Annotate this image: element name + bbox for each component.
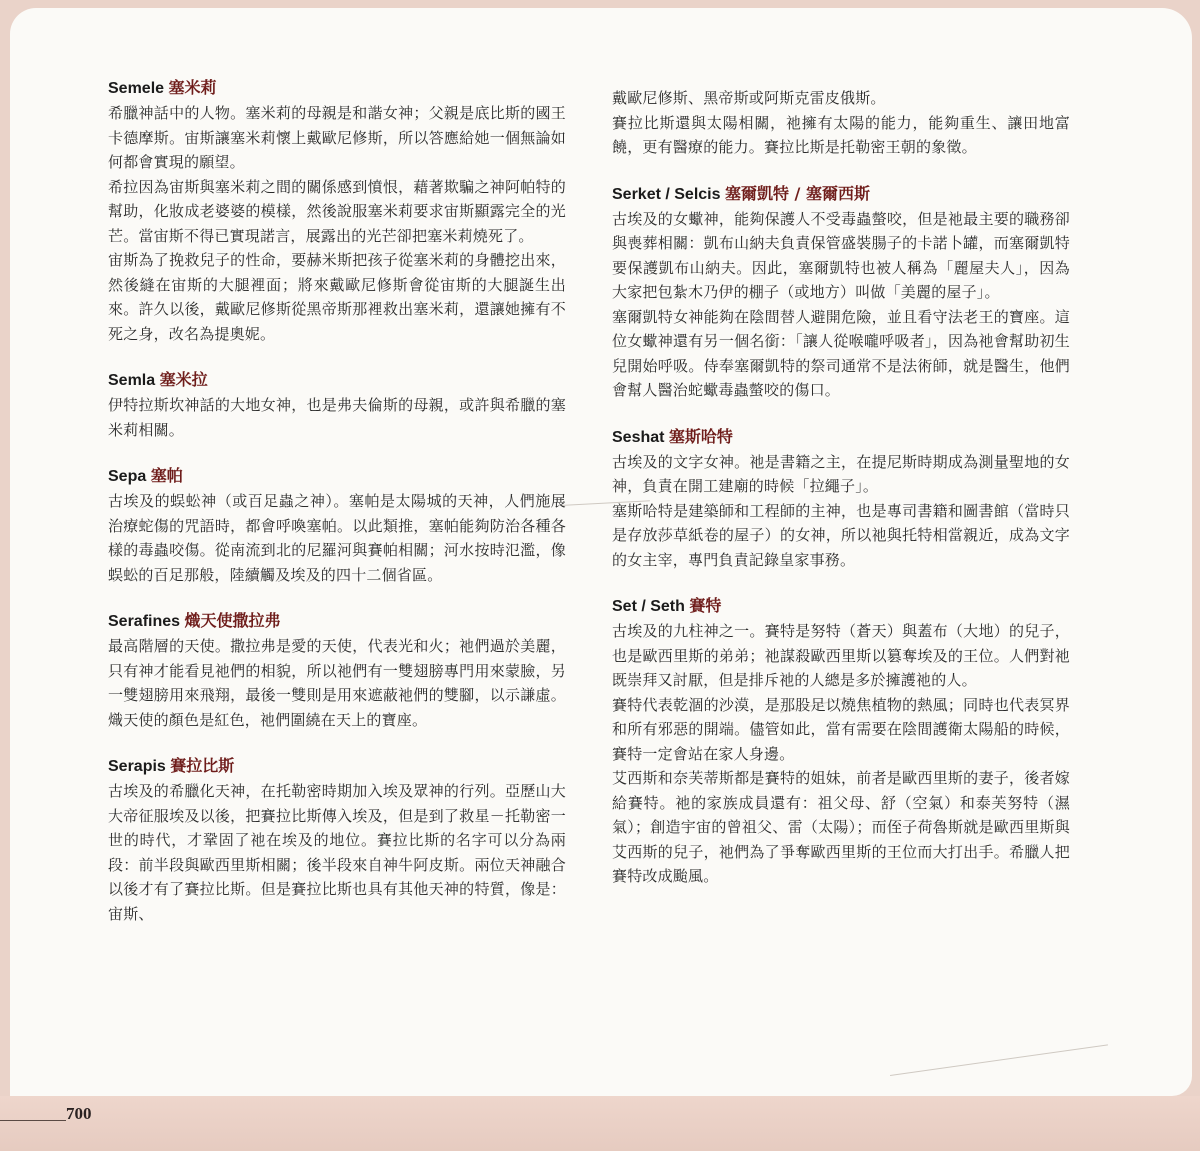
entry-paragraph: 艾西斯和奈芙蒂斯都是賽特的姐妹，前者是歐西里斯的妻子，後者嫁給賽特。祂的家族成員還有：祖父母、舒（空氣）和泰芙努特（濕氣）；創造宇宙的曾祖父、雷（太陽）；而侄子荷魯斯就是歐西里斯與艾西斯的兒子，祂們為了爭奪歐西里斯的王位而大打出手。希臘人把賽特改成颱風。 xyxy=(612,769,1070,885)
page-number-rule xyxy=(0,1120,66,1121)
entry-serapis-continued xyxy=(612,86,1070,160)
page-number: 700 xyxy=(66,1104,92,1123)
entry-title-en: Serket / Selcis xyxy=(612,185,721,203)
entry-title xyxy=(612,427,1070,448)
entry-paragraph: 賽特代表乾涸的沙漠，是那股足以燒焦植物的熱風；同時也代表冥界和所有邪惡的開端。儘管如此，當有需要在陰間護衛太陽船的時候，賽特一定會站在家人身邊。 xyxy=(612,695,1070,763)
entry-paragraph: 戴歐尼修斯、黑帝斯或阿斯克雷皮俄斯。 xyxy=(612,89,886,107)
entry-title-en: Sepa xyxy=(108,468,147,485)
entry-paragraph: 最高階層的天使。撒拉弗是愛的天使，代表光和火；祂們過於美麗，只有神才能看見祂們的相貌，所以祂們有一雙翅膀專門用來蒙臉，另一雙翅膀用來飛翔，最後一雙則是用來遮蔽祂們的雙腳，以示謙虛。熾天使的顏色是紅色，祂們圍繞在天上的寶座。 xyxy=(108,637,566,729)
entry-title-zh: 塞米拉 xyxy=(159,370,208,389)
entry-paragraph: 古埃及的九柱神之一。賽特是努特（蒼天）與蓋布（大地）的兒子，也是歐西里斯的弟弟；祂謀殺歐西里斯以篡奪埃及的王位。人們對祂既崇拜又討厭，但是排斥祂的人總是多於擁護祂的人。 xyxy=(612,622,1070,689)
entry-title-zh: 賽拉比斯 xyxy=(170,756,235,775)
entry-serket xyxy=(612,184,1070,403)
entry-title-zh: 塞斯哈特 xyxy=(668,426,733,446)
left-column xyxy=(108,78,566,926)
entry-paragraph: 希拉因為宙斯與塞米莉之間的關係感到憤恨，藉著欺騙之神阿帕特的幫助，化妝成老婆婆的模樣，然後說服塞米莉要求宙斯顯露完全的光芒。當宙斯不得已實現諾言，展露出的光芒卻把塞米莉燒死了。 xyxy=(108,177,566,245)
entry-title xyxy=(108,370,566,391)
page-edge-band xyxy=(0,1096,1200,1151)
entry-paragraph: 古埃及的女蠍神，能夠保護人不受毒蟲螫咬，但是祂最主要的職務卻與喪葬相關：凱布山納夫負責保管盛裝腸子的卡諾卜罐，而塞爾凱特要保護凱布山納夫。因此，塞爾凱特也被人稱為「麗屋夫人」，因為大家把包紮木乃伊的棚子（或地方）叫做「美麗的屋子」。 xyxy=(612,209,1070,301)
entry-title-zh: 塞帕 xyxy=(150,466,183,485)
entry-title-en: Serafines xyxy=(108,613,181,630)
entry-set xyxy=(612,596,1070,889)
entry-semla xyxy=(108,370,566,442)
entry-paragraph: 塞斯哈特是建築師和工程師的主神，也是專司書籍和圖書館（當時只是存放莎草紙卷的屋子）的女神，所以祂與托特相當親近，成為文字的女主宰，專門負責記錄皇家事務。 xyxy=(612,501,1070,569)
entry-paragraph: 希臘神話中的人物。塞米莉的母親是和諧女神；父親是底比斯的國王卡德摩斯。宙斯讓塞米莉懷上戴歐尼修斯，所以答應給她一個無論如何都會實現的願望。 xyxy=(108,104,566,171)
entry-title xyxy=(108,78,566,99)
entry-title-en: Semele xyxy=(108,80,165,97)
entry-title xyxy=(108,466,566,487)
right-column xyxy=(612,86,1070,889)
entry-paragraph: 古埃及的希臘化天神，在托勒密時期加入埃及眾神的行列。亞歷山大大帝征服埃及以後，把賽拉比斯傳入埃及，但是到了救星－托勒密一世的時代，才鞏固了祂在埃及的地位。賽拉比斯的名字可以分為兩段：前半段與歐西里斯相關；後半段來自神牛阿皮斯。兩位天神融合以後才有了賽拉比斯。但是賽拉比斯也具有其他天神的特質，像是：宙斯、 xyxy=(108,782,566,923)
entry-serafines xyxy=(108,611,566,732)
entry-paragraph: 宙斯為了挽救兒子的性命，要赫米斯把孩子從塞米莉的身體挖出來，然後縫在宙斯的大腿裡面；將來戴歐尼修斯會從宙斯的大腿誕生出來。許久以後，戴歐尼修斯從黑帝斯那裡救出塞米莉，還讓她擁有不死之身，改名為提奧妮。 xyxy=(108,251,566,343)
entry-title xyxy=(108,611,566,632)
entry-seshat xyxy=(612,427,1070,573)
entry-paragraph: 賽拉比斯還與太陽相關，祂擁有太陽的能力，能夠重生、讓田地富饒，更有醫療的能力。賽拉比斯是托勒密王朝的象徵。 xyxy=(612,113,1070,156)
entry-paragraph: 古埃及的文字女神。祂是書籍之主，在提尼斯時期成為測量聖地的女神，負責在開工建廟的時候「拉繩子」。 xyxy=(612,452,1070,495)
entry-title xyxy=(612,596,1070,617)
entry-title xyxy=(108,756,566,777)
entry-paragraph: 伊特拉斯坎神話的大地女神，也是弗夫倫斯的母親，或許與希臘的塞米莉相關。 xyxy=(108,396,566,439)
entry-title-zh: 熾天使撒拉弗 xyxy=(184,611,281,630)
entry-paragraph: 古埃及的蜈蚣神（或百足蟲之神）。塞帕是太陽城的天神，人們施展治療蛇傷的咒語時，都會呼喚塞帕。以此類推，塞帕能夠防治各種各樣的毒蟲咬傷。從南流到北的尼羅河與賽帕相關；河水按時氾濫，像蜈蚣的百足那般，陸續觸及埃及的四十二個省區。 xyxy=(108,492,566,584)
entry-title-zh: 賽特 xyxy=(689,596,722,615)
entry-title-zh: 塞米莉 xyxy=(168,78,217,97)
entry-title xyxy=(612,184,1070,205)
entry-title-zh: 塞爾凱特 / 塞爾西斯 xyxy=(724,183,870,203)
entry-semele xyxy=(108,78,566,346)
entry-title-en: Seshat xyxy=(612,428,665,446)
entry-paragraph: 塞爾凱特女神能夠在陰間替人避開危險，並且看守法老王的寶座。這位女蠍神還有另一個名銜：「讓人從喉嚨呼吸者」，因為祂會幫助初生兒開始呼吸。侍奉塞爾凱特的祭司通常不是法術師，就是醫生，他們會幫人醫治蛇蠍毒蟲螫咬的傷口。 xyxy=(612,307,1070,399)
entry-sepa xyxy=(108,466,566,587)
entry-title-en: Serapis xyxy=(108,758,166,775)
entry-serapis xyxy=(108,756,566,926)
entry-title-en: Set / Seth xyxy=(612,598,685,615)
entry-title-en: Semla xyxy=(108,372,156,389)
